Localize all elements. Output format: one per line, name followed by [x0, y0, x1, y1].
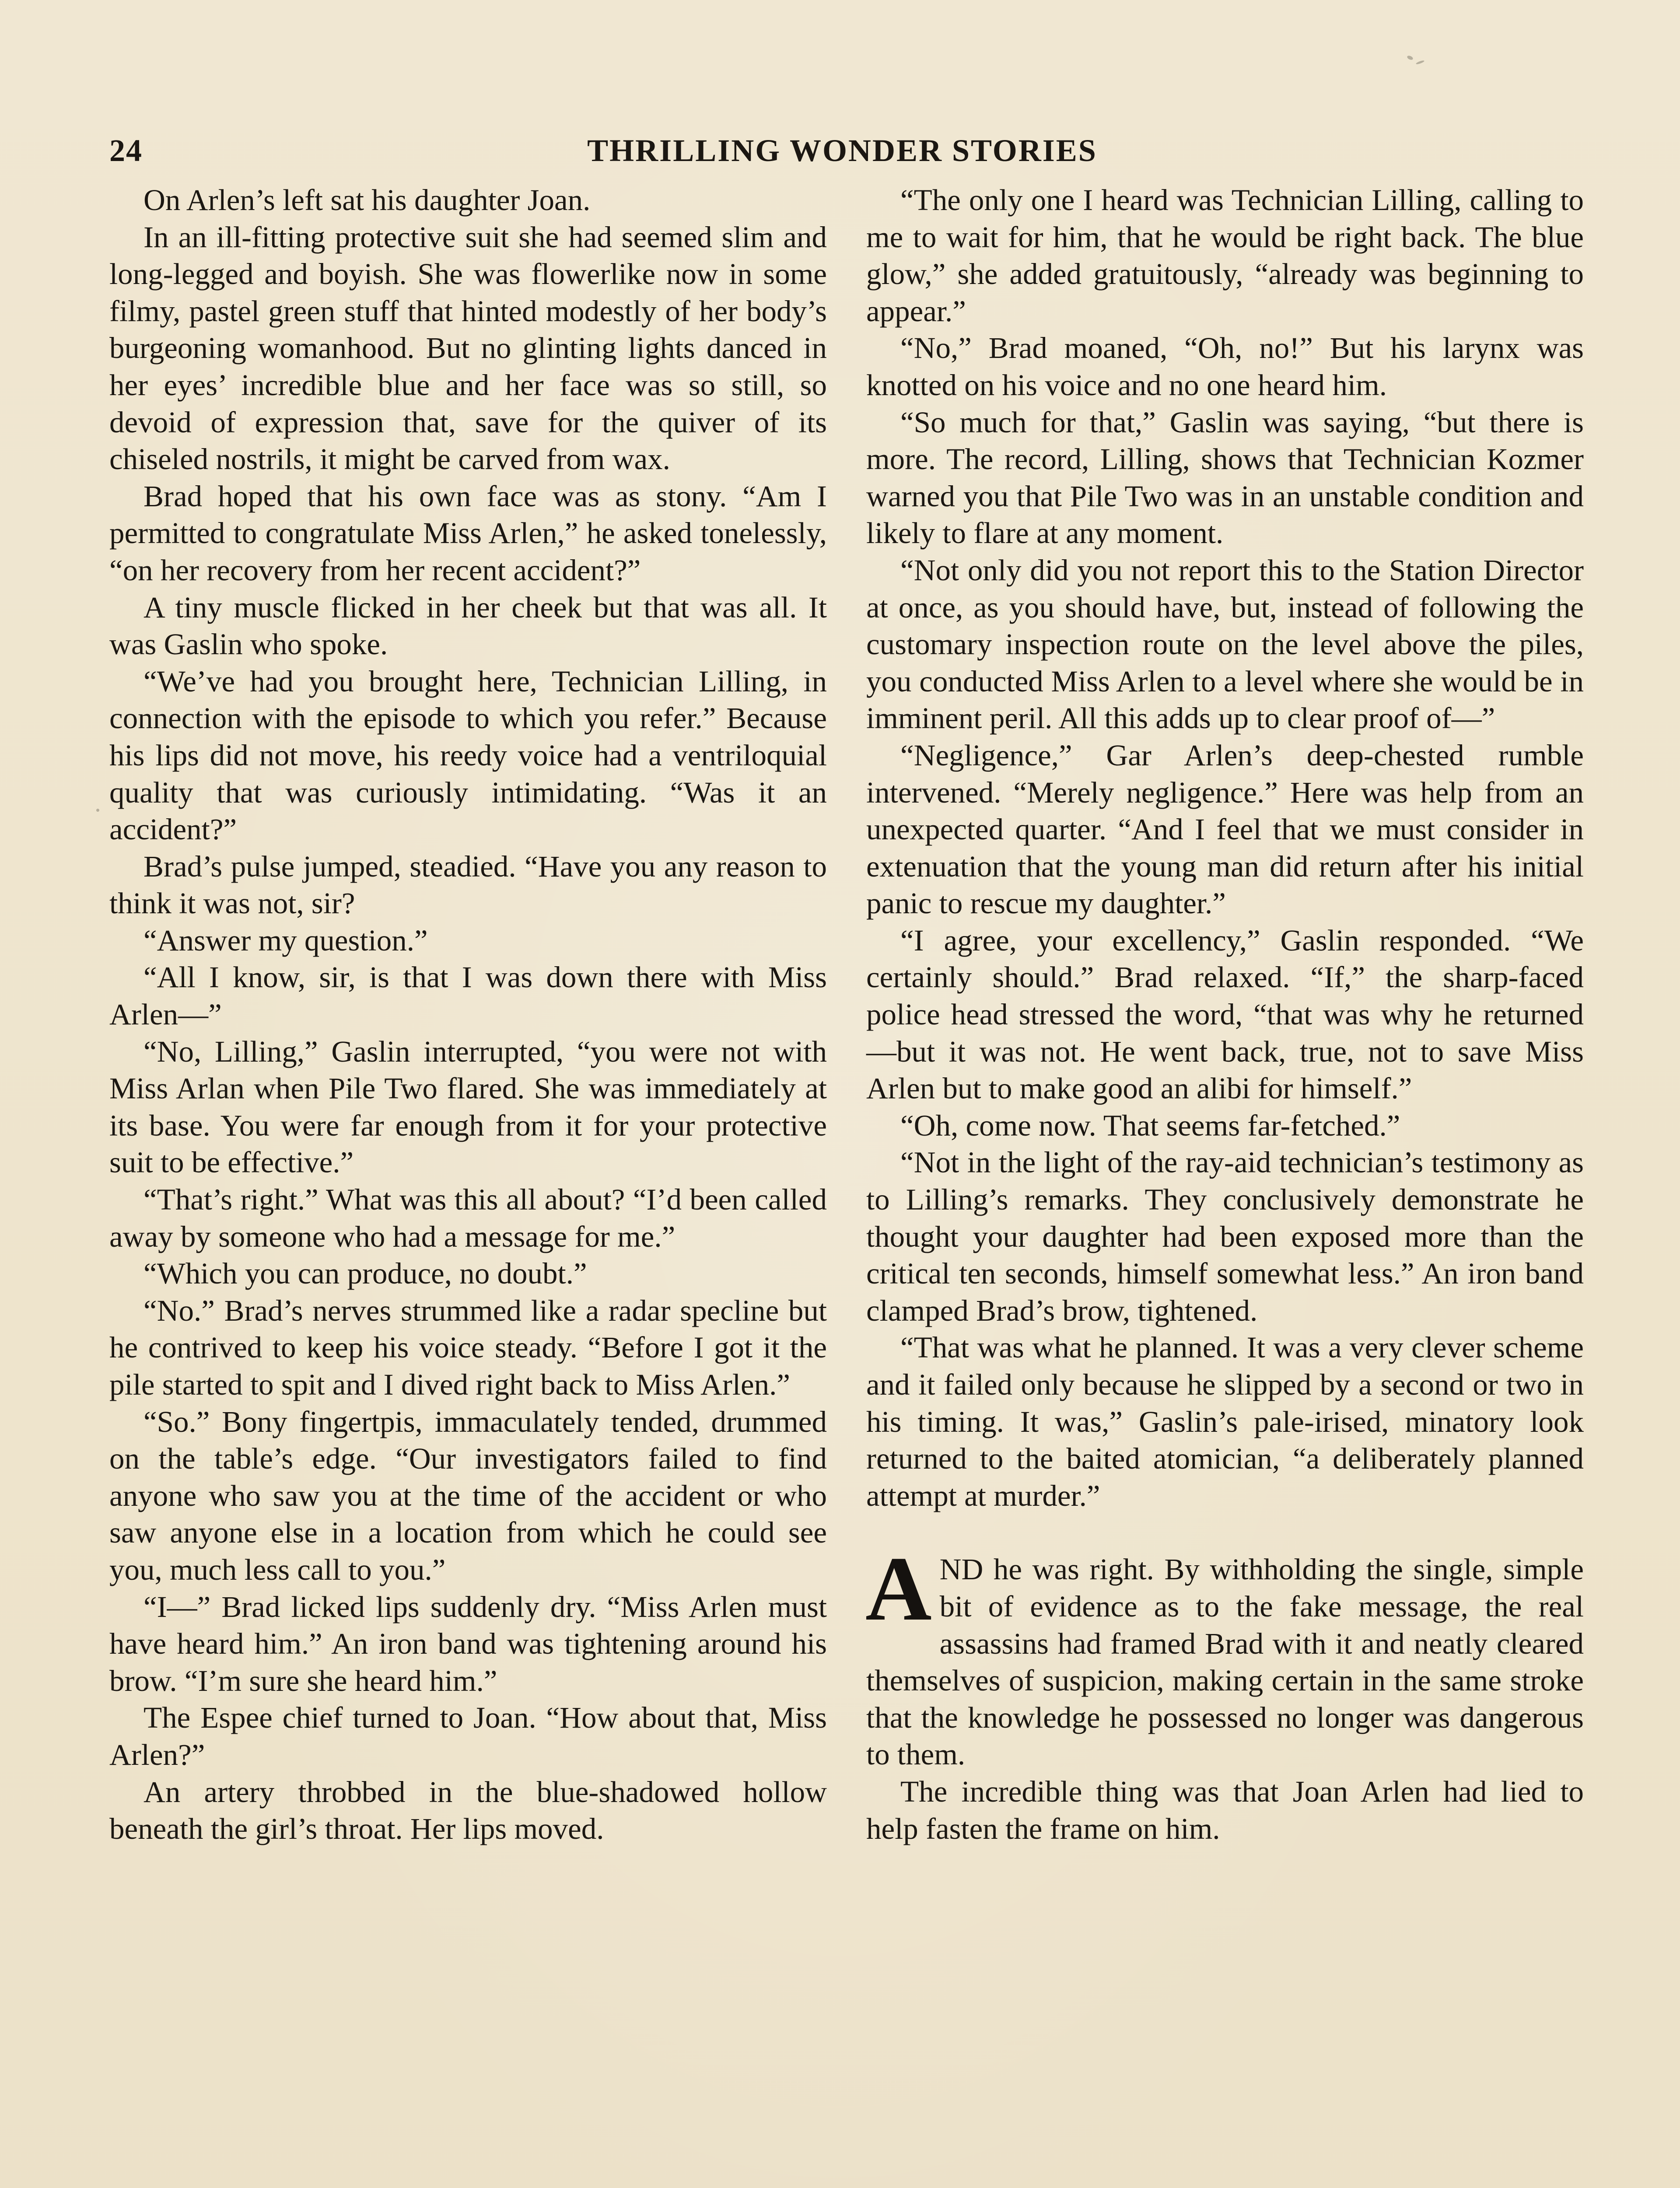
story-paragraph: On Arlen’s left sat his daughter Joan. — [144, 183, 591, 217]
story-paragraph: “That’s right.” What was this all about? “I’d been called away by someone who had a message for me.” — [109, 1183, 827, 1253]
story-paragraph: “No, Lilling,” Gaslin interrupted, “you were not with Miss Arlan when Pile Two flared. She was immediately at its base. You were far enough from it for your protective suit to be effective.” — [109, 1034, 827, 1179]
story-paragraph: “The only one I heard was Technician Lilling, calling to me to wait for him, that he would be right back. The blue glow,” she added gratuitously, “already was beginning to appear.” — [866, 183, 1584, 328]
page-number: 24 — [109, 133, 143, 168]
paper-speck — [96, 809, 99, 812]
drop-cap: A — [865, 1538, 932, 1640]
story-paragraph: The Espee chief turned to Joan. “How about that, Miss Arlen?” — [109, 1701, 827, 1771]
story-paragraph: “All I know, sir, is that I was down there with Miss Arlen—” — [109, 961, 827, 1031]
section-gap — [866, 1514, 1584, 1551]
story-paragraph: “So much for that,” Gaslin was saying, “but there is more. The record, Lilling, shows that Technician Kozmer warned you that Pile Two was in an unstable condition and likely to flare at any moment. — [866, 405, 1584, 550]
story-paragraph: “Not in the light of the ray-aid technician’s testimony as to Lilling’s remarks. They conclusively demonstrate he thought your daughter had been exposed more than the critical ten seconds, himself somewhat less.” An iron band clamped Brad’s brow, tightened. — [866, 1146, 1584, 1327]
paper-speck — [1416, 60, 1425, 65]
section-break-paragraph — [865, 1538, 1584, 1773]
story-paragraph: “That was what he planned. It was a very clever scheme and it failed only because he slipped by a second or two in his timing. It was,” Gaslin’s pale-irised, minatory look returned to the baited atomician, “a deliberately planned attempt at murder.” — [866, 1331, 1584, 1512]
drop-cap-paragraph-text: ND he was right. By withholding the single, simple bit of evidence as to the fake message, the real assassins had framed Brad with it and neatly cleared themselves of suspicion, making certain in the same stroke that the knowledge he possessed no longer was dangerous to them. — [866, 1553, 1584, 1771]
left-column — [109, 182, 827, 1848]
story-paragraph: Brad hoped that his own face was as stony. “Am I permitted to congratulate Miss Arlen,” he asked tonelessly, “on her recovery from her recent accident?” — [109, 479, 827, 587]
story-paragraph: Brad’s pulse jumped, steadied. “Have you any reason to think it was not, sir? — [109, 849, 827, 920]
story-paragraph: “Negligence,” Gar Arlen’s deep-chested rumble intervened. “Merely negligence.” Here was help from an unexpected quarter. “And I feel that we must consider in extenuation that the young man did return after his initial panic to rescue my daughter.” — [866, 738, 1584, 920]
story-paragraph: The incredible thing was that Joan Arlen had lied to help fasten the frame on him. — [866, 1774, 1584, 1845]
story-paragraph: In an ill-fitting protective suit she had seemed slim and long-legged and boyish. She was flowerlike now in some filmy, pastel green stuff that hinted modestly of her body’s burgeoning womanhood. But no glinting lights danced in her eyes’ incredible blue and her face was so still, so devoid of expression that, save for the quiver of its chiseled nostrils, it might be carved from wax. — [109, 220, 827, 476]
story-paragraph: “No.” Brad’s nerves strummed like a radar specline but he contrived to keep his voice steady. “Before I got it the pile started to spit and I dived right back to Miss Arlen.” — [109, 1294, 827, 1401]
story-paragraph: “Which you can produce, no doubt.” — [144, 1257, 587, 1290]
story-paragraph: A tiny muscle flicked in her cheek but that was all. It was Gaslin who spoke. — [109, 590, 827, 661]
story-paragraph: “I agree, your excellency,” Gaslin responded. “We certainly should.” Brad relaxed. “If,” the sharp-faced police head stressed the word, “that was why he returned—but it was not. He went back, true, not to save Miss Arlen but to make good an alibi for himself.” — [866, 923, 1584, 1105]
page-header — [109, 129, 1575, 172]
story-paragraph: “We’ve had you brought here, Technician Lilling, in connection with the episode to which you refer.” Because his lips did not move, his reedy voice had a ventriloquial quality that was curiously intimidating. “Was it an accident?” — [109, 664, 827, 846]
right-column — [866, 182, 1584, 1847]
story-paragraph: “No,” Brad moaned, “Oh, no!” But his larynx was knotted on his voice and no one heard him. — [866, 331, 1584, 402]
story-paragraph: “So.” Bony fingertpis, immaculately tended, drummed on the table’s edge. “Our investigators failed to find anyone who saw you at the time of the accident or who saw anyone else in a location from which he could see you, much less call to you.” — [109, 1405, 827, 1586]
story-paragraph: “Oh, come now. That seems far-fetched.” — [900, 1108, 1400, 1142]
paper-speck — [1407, 55, 1414, 60]
story-paragraph: “Answer my question.” — [144, 923, 428, 957]
magazine-title: THRILLING WONDER STORIES — [587, 133, 1097, 168]
story-paragraph: “Not only did you not report this to the Station Director at once, as you should have, but, instead of following the customary inspection route on the level above the piles, you conducted Miss Arlen to a level where she would be in imminent peril. All this adds up to clear proof of—” — [866, 553, 1584, 735]
story-paragraph: “I—” Brad licked lips suddenly dry. “Miss Arlen must have heard him.” An iron band was tightening around his brow. “I’m sure she heard him.” — [109, 1590, 827, 1697]
story-paragraph: An artery throbbed in the blue-shadowed hollow beneath the girl’s throat. Her lips moved. — [109, 1775, 827, 1846]
